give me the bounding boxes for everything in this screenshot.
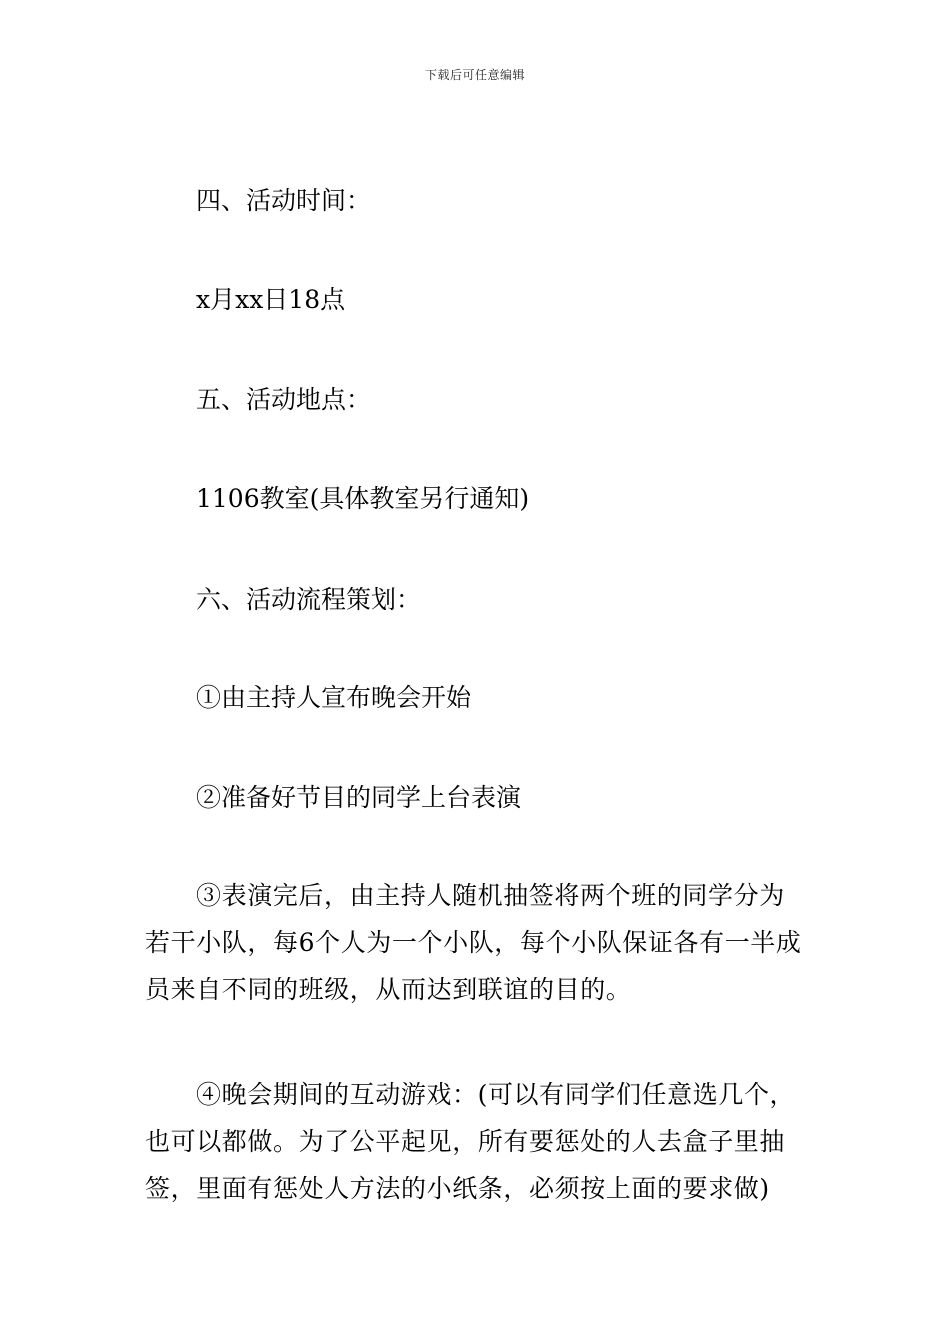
- section-6-heading: 六、活动流程策划：: [196, 585, 422, 614]
- step-3-paragraph: ③表演完后，由主持人随机抽签将两个班的同学分为若干小队，每6个人为一个小队，每个小队保证各有一半成员来自不同的班级，从而达到联谊的目的。: [145, 881, 802, 1004]
- section-5-value: 1106教室(具体教室另行通知): [196, 484, 530, 513]
- section-4-heading: 四、活动时间：: [196, 186, 372, 215]
- step-4-paragraph: ④晚会期间的互动游戏：(可以有同学们任意选几个，也可以都做。为了公平起见，所有要惩处的人去盒子里抽签，里面有惩处人方法的小纸条，必须按上面的要求做): [145, 1080, 796, 1203]
- step-2-text: ②准备好节目的同学上台表演: [196, 783, 522, 812]
- step-1-text: ①由主持人宣布晚会开始: [196, 683, 472, 712]
- section-5-heading: 五、活动地点：: [196, 385, 372, 414]
- header-note: 下载后可任意编辑: [424, 68, 525, 82]
- section-4-value: x月xx日18点: [196, 285, 346, 314]
